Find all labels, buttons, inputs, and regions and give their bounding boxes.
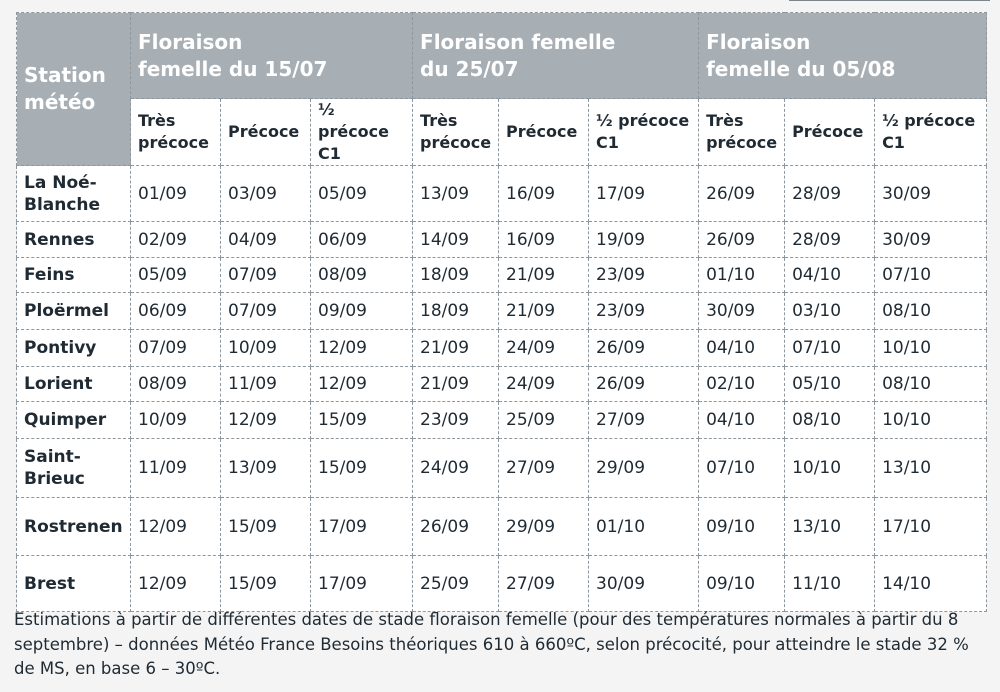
date-cell: 04/09 — [221, 222, 311, 258]
date-cell: 23/09 — [589, 293, 699, 330]
date-cell: 25/09 — [413, 556, 499, 612]
date-cell: 18/09 — [413, 293, 499, 330]
date-cell: 23/09 — [413, 402, 499, 439]
table-row — [17, 222, 987, 258]
date-cell: 05/10 — [785, 367, 875, 402]
date-cell: 30/09 — [875, 166, 987, 222]
date-cell: 26/09 — [589, 367, 699, 402]
date-cell: 01/10 — [699, 258, 785, 293]
table-row — [17, 439, 987, 498]
date-cell: 16/09 — [499, 222, 589, 258]
station-name: Rostrenen — [17, 498, 131, 556]
date-cell: 07/09 — [221, 258, 311, 293]
date-cell: 10/10 — [875, 330, 987, 367]
date-cell: 24/09 — [499, 330, 589, 367]
date-cell: 30/09 — [589, 556, 699, 612]
date-cell: 15/09 — [311, 402, 413, 439]
date-cell: 09/10 — [699, 498, 785, 556]
date-cell: 18/09 — [413, 258, 499, 293]
date-cell: 06/09 — [131, 293, 221, 330]
date-cell: 09/09 — [311, 293, 413, 330]
station-name: Feins — [17, 258, 131, 293]
date-cell: 17/10 — [875, 498, 987, 556]
date-cell: 25/09 — [499, 402, 589, 439]
date-cell: 29/09 — [499, 498, 589, 556]
date-cell: 07/09 — [221, 293, 311, 330]
date-cell: 19/09 — [589, 222, 699, 258]
date-cell: 04/10 — [699, 330, 785, 367]
harvest-date-table — [16, 12, 987, 612]
harvest-date-table-container — [16, 12, 986, 612]
station-column-header: Station météo — [17, 13, 131, 166]
date-cell: 12/09 — [311, 367, 413, 402]
group-header-25-07: Floraison femelle du 25/07 — [413, 13, 699, 99]
subheader-precoce: Précoce — [785, 99, 875, 166]
date-cell: 10/10 — [875, 402, 987, 439]
date-cell: 05/09 — [311, 166, 413, 222]
date-cell: 24/09 — [499, 367, 589, 402]
date-cell: 14/09 — [413, 222, 499, 258]
date-cell: 13/10 — [875, 439, 987, 498]
date-cell: 16/09 — [499, 166, 589, 222]
date-cell: 27/09 — [499, 556, 589, 612]
date-cell: 21/09 — [413, 330, 499, 367]
date-cell: 02/09 — [131, 222, 221, 258]
date-cell: 04/10 — [699, 402, 785, 439]
date-cell: 17/09 — [311, 498, 413, 556]
table-row — [17, 402, 987, 439]
group-header-row — [17, 13, 987, 99]
date-cell: 10/09 — [221, 330, 311, 367]
date-cell: 08/10 — [875, 293, 987, 330]
table-row — [17, 498, 987, 556]
date-cell: 05/09 — [131, 258, 221, 293]
station-name: Brest — [17, 556, 131, 612]
date-cell: 26/09 — [589, 330, 699, 367]
table-row — [17, 258, 987, 293]
date-cell: 07/09 — [131, 330, 221, 367]
subheader-precoce: Précoce — [499, 99, 589, 166]
date-cell: 17/09 — [589, 166, 699, 222]
date-cell: 12/09 — [311, 330, 413, 367]
date-cell: 21/09 — [499, 258, 589, 293]
top-corner-rule — [789, 0, 990, 1]
subheader-tres-precoce: Très précoce — [413, 99, 499, 166]
station-name: Ploërmel — [17, 293, 131, 330]
date-cell: 21/09 — [413, 367, 499, 402]
date-cell: 15/09 — [311, 439, 413, 498]
subheader-demi-precoce: ½ précoce C1 — [311, 99, 413, 166]
date-cell: 21/09 — [499, 293, 589, 330]
date-cell: 07/10 — [785, 330, 875, 367]
date-cell: 26/09 — [699, 166, 785, 222]
station-name: Lorient — [17, 367, 131, 402]
date-cell: 28/09 — [785, 222, 875, 258]
subheader-demi-precoce: ½ précoce C1 — [589, 99, 699, 166]
date-cell: 12/09 — [131, 498, 221, 556]
date-cell: 01/09 — [131, 166, 221, 222]
date-cell: 08/09 — [131, 367, 221, 402]
date-cell: 04/10 — [785, 258, 875, 293]
date-cell: 28/09 — [785, 166, 875, 222]
subheader-tres-precoce: Très précoce — [131, 99, 221, 166]
date-cell: 26/09 — [699, 222, 785, 258]
date-cell: 10/10 — [785, 439, 875, 498]
date-cell: 30/09 — [875, 222, 987, 258]
group-header-05-08: Floraison femelle du 05/08 — [699, 13, 987, 99]
date-cell: 08/10 — [875, 367, 987, 402]
date-cell: 09/10 — [699, 556, 785, 612]
date-cell: 30/09 — [699, 293, 785, 330]
date-cell: 29/09 — [589, 439, 699, 498]
table-row — [17, 293, 987, 330]
group-header-15-07: Floraison femelle du 15/07 — [131, 13, 413, 99]
date-cell: 13/10 — [785, 498, 875, 556]
station-name: Pontivy — [17, 330, 131, 367]
station-name: Saint-Brieuc — [17, 439, 131, 498]
table-row — [17, 556, 987, 612]
date-cell: 01/10 — [589, 498, 699, 556]
date-cell: 11/09 — [221, 367, 311, 402]
date-cell: 06/09 — [311, 222, 413, 258]
table-row — [17, 367, 987, 402]
date-cell: 11/10 — [785, 556, 875, 612]
station-name: La Noé-Blanche — [17, 166, 131, 222]
date-cell: 24/09 — [413, 439, 499, 498]
table-footnote: Estimations à partir de différentes dates de stade floraison femelle (pour des températures normales à partir du 8 septembre) – données Météo France Besoins théoriques 610 à 660ºC, selon précocité, pour atteindre le stade 32 % de MS, en base 6 – 30ºC. — [14, 610, 969, 678]
date-cell: 15/09 — [221, 556, 311, 612]
date-cell: 13/09 — [221, 439, 311, 498]
date-cell: 17/09 — [311, 556, 413, 612]
date-cell: 10/09 — [131, 402, 221, 439]
date-cell: 27/09 — [589, 402, 699, 439]
date-cell: 03/09 — [221, 166, 311, 222]
date-cell: 12/09 — [131, 556, 221, 612]
station-name: Rennes — [17, 222, 131, 258]
date-cell: 02/10 — [699, 367, 785, 402]
station-name: Quimper — [17, 402, 131, 439]
subheader-precoce: Précoce — [221, 99, 311, 166]
date-cell: 13/09 — [413, 166, 499, 222]
date-cell: 11/09 — [131, 439, 221, 498]
date-cell: 15/09 — [221, 498, 311, 556]
date-cell: 08/09 — [311, 258, 413, 293]
date-cell: 26/09 — [413, 498, 499, 556]
subheader-row — [17, 99, 987, 166]
date-cell: 08/10 — [785, 402, 875, 439]
date-cell: 12/09 — [221, 402, 311, 439]
date-cell: 23/09 — [589, 258, 699, 293]
date-cell: 14/10 — [875, 556, 987, 612]
subheader-demi-precoce: ½ précoce C1 — [875, 99, 987, 166]
date-cell: 07/10 — [699, 439, 785, 498]
date-cell: 03/10 — [785, 293, 875, 330]
table-row — [17, 166, 987, 222]
subheader-tres-precoce: Très précoce — [699, 99, 785, 166]
date-cell: 27/09 — [499, 439, 589, 498]
date-cell: 07/10 — [875, 258, 987, 293]
table-row — [17, 330, 987, 367]
